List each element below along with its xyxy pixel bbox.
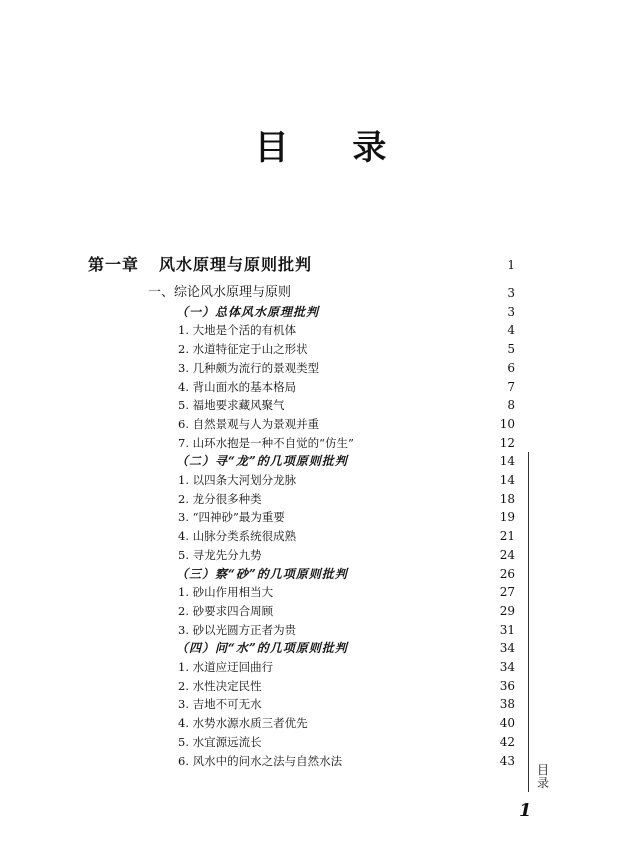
entry-page: 3 xyxy=(507,304,515,319)
entry-title: 7. 山环水抱是一种不自觉的“仿生” xyxy=(178,435,354,450)
entry-page: 40 xyxy=(499,716,515,731)
entry-page: 14 xyxy=(499,454,515,469)
entry-title: 1. 水道应迂回曲行 xyxy=(178,660,274,674)
chapter-number: 第一章 xyxy=(88,255,140,274)
entry-page: 26 xyxy=(499,566,515,581)
entry-page: 6 xyxy=(507,360,515,375)
chapter-page: 1 xyxy=(507,258,515,272)
toc-item[interactable] xyxy=(0,601,641,621)
entry-title: （四）问“水”的几项原则批判 xyxy=(176,641,348,656)
side-tab-label: 目录 xyxy=(536,763,549,790)
entry-title: 2. 水性决定民性 xyxy=(178,678,262,693)
toc-item[interactable] xyxy=(0,713,641,733)
entry-title: 1. 以四条大河划分龙脉 xyxy=(178,473,297,487)
entry-title: 2. 龙分很多种类 xyxy=(178,491,262,506)
chapter-title: 风水原理与原则批判 xyxy=(159,255,313,274)
toc-item[interactable] xyxy=(0,507,641,527)
entry-title: 3. 砂以光圆方正者为贵 xyxy=(178,622,297,637)
toc-sub[interactable] xyxy=(0,451,641,471)
toc-item[interactable] xyxy=(0,320,641,340)
toc-item[interactable] xyxy=(0,395,641,415)
entry-title: 一、综论风水原理与原则 xyxy=(148,285,292,300)
toc-item[interactable] xyxy=(0,676,641,696)
entry-page: 10 xyxy=(499,416,515,431)
entry-page: 34 xyxy=(499,660,515,674)
entry-page: 34 xyxy=(499,641,515,656)
toc-section[interactable] xyxy=(0,283,641,303)
entry-title: 4. 水势水源水质三者优先 xyxy=(178,716,308,731)
entry-title: 5. 寻龙先分九势 xyxy=(178,547,262,562)
entry-page: 4 xyxy=(507,323,515,338)
entry-title: 3. 几种颇为流行的景观类型 xyxy=(178,360,320,375)
entry-title: 1. 大地是个活的有机体 xyxy=(178,323,297,338)
toc-item[interactable] xyxy=(0,377,641,397)
entry-title: 6. 风水中的问水之法与自然水法 xyxy=(178,753,343,768)
entry-title: （二）寻“龙”的几项原则批判 xyxy=(176,454,348,469)
entry-title: （一）总体风水原理批判 xyxy=(176,304,320,319)
entry-page: 19 xyxy=(499,510,515,525)
entry-title: （三）察“砂”的几项原则批判 xyxy=(176,566,348,581)
toc-item[interactable] xyxy=(0,545,641,565)
entry-title: 3. 吉地不可无水 xyxy=(178,697,262,712)
entry-title: 4. 山脉分类系统很成熟 xyxy=(178,529,297,544)
entry-title: 1. 砂山作用相当大 xyxy=(178,585,274,600)
entry-page: 21 xyxy=(499,529,515,544)
entry-page: 5 xyxy=(507,342,515,357)
toc-chapter[interactable] xyxy=(0,255,641,275)
toc-item[interactable] xyxy=(0,620,641,640)
toc-item[interactable] xyxy=(0,526,641,546)
toc-item[interactable] xyxy=(0,582,641,602)
entry-page: 18 xyxy=(499,491,515,506)
entry-page: 42 xyxy=(499,734,515,749)
page-title: 目 录 xyxy=(254,128,413,168)
toc-item[interactable] xyxy=(0,433,641,453)
entry-page: 29 xyxy=(499,603,515,618)
entry-title: 6. 自然景观与人为景观并重 xyxy=(178,416,320,431)
entry-page: 31 xyxy=(499,622,515,637)
toc-sub[interactable] xyxy=(0,564,641,584)
side-divider xyxy=(528,452,529,792)
entry-page: 43 xyxy=(499,753,515,768)
toc-item[interactable] xyxy=(0,489,641,509)
toc-item[interactable] xyxy=(0,470,641,490)
entry-page: 36 xyxy=(499,678,515,693)
entry-title: 5. 水宜源远流长 xyxy=(178,734,262,749)
toc-item[interactable] xyxy=(0,732,641,752)
toc-item[interactable] xyxy=(0,694,641,714)
toc-sub[interactable] xyxy=(0,302,641,322)
entry-page: 8 xyxy=(507,398,515,413)
entry-title: 2. 水道特征定于山之形状 xyxy=(178,342,308,357)
entry-page: 12 xyxy=(499,435,515,450)
entry-title: 5. 福地要求藏风聚气 xyxy=(178,398,285,413)
page-number: 1 xyxy=(519,800,532,821)
entry-page: 7 xyxy=(507,379,515,394)
entry-page: 27 xyxy=(499,585,515,600)
entry-page: 14 xyxy=(499,473,515,487)
toc-item[interactable] xyxy=(0,657,641,677)
toc-sub[interactable] xyxy=(0,638,641,658)
entry-title: 4. 背山面水的基本格局 xyxy=(178,379,297,394)
entry-page: 38 xyxy=(499,697,515,712)
entry-title: 3. “四神砂”最为重要 xyxy=(178,510,285,525)
toc-item[interactable] xyxy=(0,339,641,359)
toc-item[interactable] xyxy=(0,414,641,434)
toc-item[interactable] xyxy=(0,358,641,378)
entry-page: 3 xyxy=(507,286,515,300)
entry-page: 24 xyxy=(499,547,515,562)
entry-title: 2. 砂要求四合周顾 xyxy=(178,603,274,618)
